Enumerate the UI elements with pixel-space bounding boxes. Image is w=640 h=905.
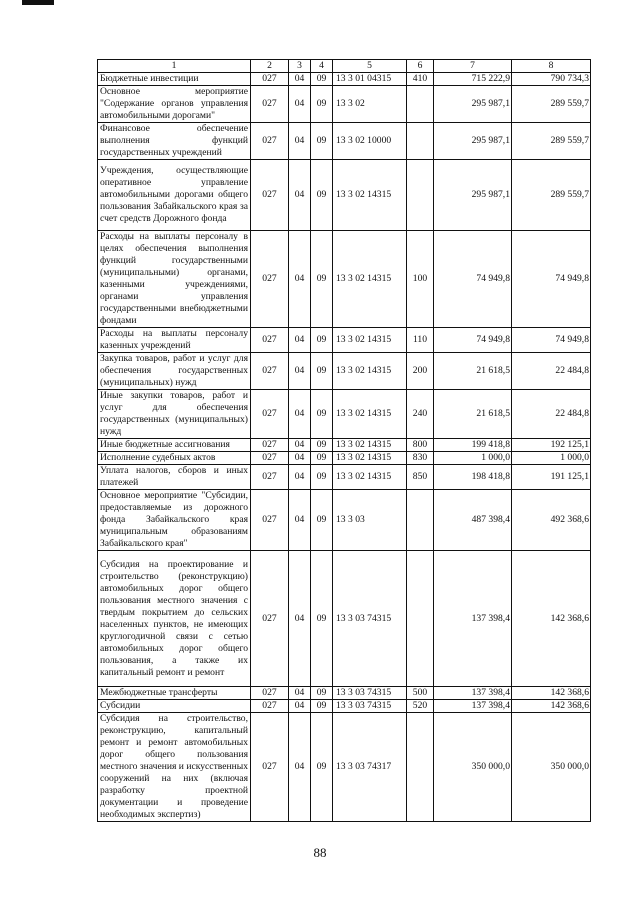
value-7-cell: 1 000,0	[434, 452, 512, 465]
value-7-cell: 295 987,1	[434, 123, 512, 160]
code-2-cell: 027	[251, 73, 289, 86]
row-name-cell: Субсидии	[98, 700, 251, 713]
code-5-cell: 13 3 02 14315	[333, 439, 407, 452]
code-3-cell: 04	[289, 231, 311, 328]
value-7-cell: 74 949,8	[434, 231, 512, 328]
table-row	[98, 390, 591, 439]
code-6-cell	[407, 713, 434, 822]
code-5-cell: 13 3 03 74315	[333, 551, 407, 687]
value-7-cell: 295 987,1	[434, 86, 512, 123]
code-2-cell: 027	[251, 687, 289, 700]
value-8-cell: 350 000,0	[512, 713, 591, 822]
row-name-cell: Межбюджетные трансферты	[98, 687, 251, 700]
code-5-cell: 13 3 02 14315	[333, 353, 407, 390]
code-6-cell: 200	[407, 353, 434, 390]
value-7-cell: 198 418,8	[434, 465, 512, 490]
code-5-cell: 13 3 02 14315	[333, 328, 407, 353]
value-7-cell: 487 398,4	[434, 490, 512, 551]
value-7-cell: 21 618,5	[434, 390, 512, 439]
code-6-cell: 410	[407, 73, 434, 86]
value-7-cell: 350 000,0	[434, 713, 512, 822]
row-name-cell: Иные закупки товаров, работ и услуг для обеспечения государственных (муниципальных) нужд	[98, 390, 251, 439]
value-7-cell: 137 398,4	[434, 551, 512, 687]
code-3-cell: 04	[289, 490, 311, 551]
value-8-cell: 1 000,0	[512, 452, 591, 465]
row-name-cell: Субсидия на строительство, реконструкцию, капитальный ремонт и ремонт автомобильных дорог общего пользования местного значения и искусственных сооружений на них (включая разработку проектной документации и проведение необходимых экспертиз)	[98, 713, 251, 822]
page-number: 88	[313, 845, 327, 860]
code-5-cell: 13 3 03 74317	[333, 713, 407, 822]
value-8-cell: 142 368,6	[512, 700, 591, 713]
code-4-cell: 09	[311, 73, 333, 86]
code-6-cell: 830	[407, 452, 434, 465]
column-header: 6	[407, 60, 434, 73]
column-header: 7	[434, 60, 512, 73]
code-3-cell: 04	[289, 713, 311, 822]
row-name-cell: Исполнение судебных актов	[98, 452, 251, 465]
code-4-cell: 09	[311, 687, 333, 700]
code-3-cell: 04	[289, 86, 311, 123]
code-4-cell: 09	[311, 490, 333, 551]
code-5-cell: 13 3 02 14315	[333, 465, 407, 490]
column-header: 4	[311, 60, 333, 73]
code-5-cell: 13 3 02 14315	[333, 390, 407, 439]
value-8-cell: 22 484,8	[512, 390, 591, 439]
code-2-cell: 027	[251, 328, 289, 353]
code-2-cell: 027	[251, 353, 289, 390]
value-7-cell: 137 398,4	[434, 700, 512, 713]
code-4-cell: 09	[311, 700, 333, 713]
code-3-cell: 04	[289, 390, 311, 439]
row-name-cell: Иные бюджетные ассигнования	[98, 439, 251, 452]
code-5-cell: 13 3 02 14315	[333, 231, 407, 328]
value-8-cell: 790 734,3	[512, 73, 591, 86]
row-name-cell: Расходы на выплаты персоналу казенных учреждений	[98, 328, 251, 353]
code-3-cell: 04	[289, 551, 311, 687]
value-7-cell: 199 418,8	[434, 439, 512, 452]
code-4-cell: 09	[311, 452, 333, 465]
code-5-cell: 13 3 02 14315	[333, 160, 407, 231]
code-2-cell: 027	[251, 700, 289, 713]
table-row	[98, 700, 591, 713]
code-3-cell: 04	[289, 452, 311, 465]
code-4-cell: 09	[311, 328, 333, 353]
value-7-cell: 137 398,4	[434, 687, 512, 700]
table-row	[98, 160, 591, 231]
code-2-cell: 027	[251, 231, 289, 328]
table-row	[98, 86, 591, 123]
code-4-cell: 09	[311, 160, 333, 231]
code-6-cell: 520	[407, 700, 434, 713]
code-5-cell: 13 3 03 74315	[333, 687, 407, 700]
row-name-cell: Финансовое обеспечение выполнения функций государственных учреждений	[98, 123, 251, 160]
value-8-cell: 191 125,1	[512, 465, 591, 490]
value-8-cell: 142 368,6	[512, 687, 591, 700]
code-4-cell: 09	[311, 551, 333, 687]
code-2-cell: 027	[251, 160, 289, 231]
code-2-cell: 027	[251, 123, 289, 160]
code-6-cell: 110	[407, 328, 434, 353]
code-3-cell: 04	[289, 353, 311, 390]
code-5-cell: 13 3 03	[333, 490, 407, 551]
code-2-cell: 027	[251, 551, 289, 687]
code-5-cell: 13 3 01 04315	[333, 73, 407, 86]
table-row	[98, 353, 591, 390]
table-row	[98, 123, 591, 160]
code-2-cell: 027	[251, 490, 289, 551]
value-8-cell: 22 484,8	[512, 353, 591, 390]
code-5-cell: 13 3 02	[333, 86, 407, 123]
scan-corner-mark	[22, 0, 54, 5]
code-6-cell: 850	[407, 465, 434, 490]
code-3-cell: 04	[289, 123, 311, 160]
value-7-cell: 21 618,5	[434, 353, 512, 390]
code-6-cell	[407, 160, 434, 231]
table-row	[98, 231, 591, 328]
value-8-cell: 142 368,6	[512, 551, 591, 687]
header-row	[98, 60, 591, 73]
table-row	[98, 465, 591, 490]
value-8-cell: 492 368,6	[512, 490, 591, 551]
code-5-cell: 13 3 02 14315	[333, 452, 407, 465]
row-name-cell: Учреждения, осуществляющие оперативное управление автомобильными дорогами общего пользования Забайкальского края за счет средств Дорожного фонда	[98, 160, 251, 231]
column-header: 2	[251, 60, 289, 73]
code-3-cell: 04	[289, 439, 311, 452]
value-8-cell: 289 559,7	[512, 123, 591, 160]
table-row	[98, 328, 591, 353]
value-7-cell: 74 949,8	[434, 328, 512, 353]
code-4-cell: 09	[311, 123, 333, 160]
code-3-cell: 04	[289, 465, 311, 490]
value-8-cell: 74 949,8	[512, 231, 591, 328]
code-4-cell: 09	[311, 439, 333, 452]
code-6-cell	[407, 123, 434, 160]
value-7-cell: 295 987,1	[434, 160, 512, 231]
code-3-cell: 04	[289, 687, 311, 700]
code-3-cell: 04	[289, 160, 311, 231]
budget-table	[97, 59, 591, 822]
value-8-cell: 289 559,7	[512, 86, 591, 123]
code-4-cell: 09	[311, 465, 333, 490]
code-2-cell: 027	[251, 713, 289, 822]
code-5-cell: 13 3 02 10000	[333, 123, 407, 160]
code-6-cell	[407, 551, 434, 687]
table-row	[98, 452, 591, 465]
row-name-cell: Основное мероприятие "Содержание органов управления автомобильными дорогами"	[98, 86, 251, 123]
code-6-cell: 500	[407, 687, 434, 700]
code-6-cell: 240	[407, 390, 434, 439]
code-2-cell: 027	[251, 452, 289, 465]
code-6-cell: 800	[407, 439, 434, 452]
value-8-cell: 289 559,7	[512, 160, 591, 231]
code-2-cell: 027	[251, 390, 289, 439]
code-6-cell	[407, 490, 434, 551]
code-5-cell: 13 3 03 74315	[333, 700, 407, 713]
row-name-cell: Расходы на выплаты персоналу в целях обеспечения выполнения функций государственными (муниципальными) органами, казенными учреждениями, органами управления государственными внебюджетными фондами	[98, 231, 251, 328]
column-header: 3	[289, 60, 311, 73]
value-8-cell: 74 949,8	[512, 328, 591, 353]
code-4-cell: 09	[311, 231, 333, 328]
row-name-cell: Основное мероприятие "Субсидии, предоставляемые из дорожного фонда Забайкальского края муниципальным образованиям Забайкальского края"	[98, 490, 251, 551]
table-row	[98, 713, 591, 822]
column-header: 1	[98, 60, 251, 73]
code-2-cell: 027	[251, 86, 289, 123]
table-row	[98, 687, 591, 700]
code-4-cell: 09	[311, 86, 333, 123]
code-6-cell	[407, 86, 434, 123]
row-name-cell: Уплата налогов, сборов и иных платежей	[98, 465, 251, 490]
table-row	[98, 73, 591, 86]
row-name-cell: Закупка товаров, работ и услуг для обеспечения государственных (муниципальных) нужд	[98, 353, 251, 390]
code-6-cell: 100	[407, 231, 434, 328]
code-4-cell: 09	[311, 713, 333, 822]
row-name-cell: Бюджетные инвестиции	[98, 73, 251, 86]
value-8-cell: 192 125,1	[512, 439, 591, 452]
code-3-cell: 04	[289, 328, 311, 353]
table-row	[98, 551, 591, 687]
code-4-cell: 09	[311, 390, 333, 439]
column-header: 8	[512, 60, 591, 73]
column-header: 5	[333, 60, 407, 73]
table-row	[98, 490, 591, 551]
table-body	[98, 60, 591, 822]
value-7-cell: 715 222,9	[434, 73, 512, 86]
code-3-cell: 04	[289, 73, 311, 86]
code-2-cell: 027	[251, 465, 289, 490]
code-2-cell: 027	[251, 439, 289, 452]
table-row	[98, 439, 591, 452]
row-name-cell: Субсидия на проектирование и строительство (реконструкцию) автомобильных дорог общего пользования местного значения с твердым покрытием до сельских населенных пунктов, не имеющих круглогодичной связи с сетью автомобильных дорог общего пользования, а также их капитальный ремонт и ремонт	[98, 551, 251, 687]
code-3-cell: 04	[289, 700, 311, 713]
code-4-cell: 09	[311, 353, 333, 390]
